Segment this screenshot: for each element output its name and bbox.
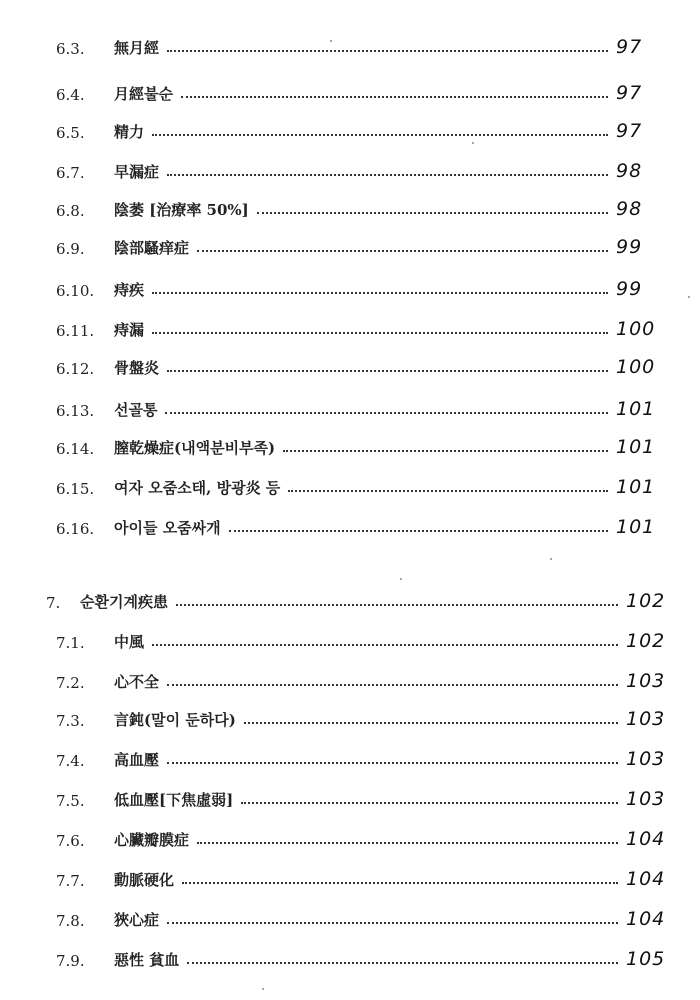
leader-dots (241, 802, 618, 804)
scan-speck (262, 988, 264, 990)
entry-number: 7.1. (56, 634, 85, 652)
entry-page: 101 (616, 436, 656, 458)
toc-entry (56, 114, 666, 142)
toc-entry (56, 664, 676, 692)
entry-page: 103 (626, 788, 666, 810)
entry-page: 102 (626, 630, 666, 652)
toc-entry (56, 510, 666, 538)
entry-title: 心臟瓣膜症 (114, 831, 190, 849)
entry-page: 98 (616, 198, 643, 220)
entry-number: 6.9. (56, 240, 85, 258)
leader-dots (165, 412, 608, 414)
entry-number: 7.4. (56, 752, 85, 770)
entry-page: 103 (626, 748, 666, 770)
leader-dots (152, 134, 608, 136)
entry-page: 99 (616, 278, 643, 300)
entry-title: 心不全 (114, 673, 160, 691)
entry-page: 101 (616, 476, 656, 498)
section-page: 102 (626, 590, 666, 612)
toc-entry (56, 312, 666, 340)
entry-title: 骨盤炎 (114, 359, 160, 377)
leader-dots (229, 530, 608, 532)
entry-page: 98 (616, 160, 643, 182)
entry-title: 早漏症 (114, 163, 160, 181)
toc-entry (56, 862, 676, 890)
entry-page: 100 (616, 356, 656, 378)
entry-page: 103 (626, 670, 666, 692)
entry-number: 6.7. (56, 164, 85, 182)
section-number: 7. (46, 594, 61, 612)
toc-section-heading (46, 584, 676, 612)
toc-entry (56, 902, 676, 930)
entry-title: 痔疾 (114, 281, 145, 299)
toc-entry (56, 624, 676, 652)
toc-entry (56, 942, 676, 970)
entry-page: 104 (626, 828, 666, 850)
entry-title: 言鈍(말이 둔하다) (114, 711, 236, 729)
entry-page: 100 (616, 318, 656, 340)
entry-title: 低血壓[下焦虛弱] (114, 791, 234, 809)
entry-page: 104 (626, 868, 666, 890)
leader-dots (167, 174, 608, 176)
entry-title: 여자 오줌소태, 방광炎 등 (114, 479, 281, 497)
leader-dots (152, 644, 618, 646)
toc-entry (56, 392, 666, 420)
scan-speck (688, 296, 690, 298)
scan-speck (400, 578, 402, 580)
leader-dots (244, 722, 618, 724)
entry-number: 6.10. (56, 282, 95, 300)
entry-number: 6.16. (56, 520, 95, 538)
entry-page: 97 (616, 120, 643, 142)
leader-dots (167, 50, 608, 52)
entry-title: 狹心症 (114, 911, 160, 929)
leader-dots (288, 490, 608, 492)
toc-entry (56, 76, 666, 104)
scan-speck (472, 142, 474, 144)
toc-entry (56, 782, 676, 810)
leader-dots (167, 684, 618, 686)
entry-number: 7.6. (56, 832, 85, 850)
leader-dots (167, 922, 618, 924)
entry-number: 6.11. (56, 322, 95, 340)
leader-dots (197, 842, 618, 844)
entry-page: 97 (616, 82, 643, 104)
leader-dots (176, 604, 618, 606)
entry-title: 精力 (114, 123, 145, 141)
entry-number: 7.7. (56, 872, 85, 890)
entry-title: 月經불순 (114, 85, 173, 103)
leader-dots (167, 762, 618, 764)
entry-title: 陰萎 [治療率 50%] (114, 201, 249, 219)
entry-page: 99 (616, 236, 643, 258)
toc-entry (56, 742, 676, 770)
entry-title: 無月經 (114, 39, 160, 57)
entry-page: 101 (616, 516, 656, 538)
scan-speck (550, 558, 552, 560)
entry-number: 7.5. (56, 792, 85, 810)
entry-page: 104 (626, 908, 666, 930)
leader-dots (257, 212, 608, 214)
entry-page: 101 (616, 398, 656, 420)
entry-page: 105 (626, 948, 666, 970)
leader-dots (187, 962, 618, 964)
entry-number: 6.15. (56, 480, 95, 498)
entry-number: 7.3. (56, 712, 85, 730)
entry-number: 7.9. (56, 952, 85, 970)
entry-title: 動脈硬化 (114, 871, 175, 889)
leader-dots (283, 450, 608, 452)
toc-entry (56, 230, 666, 258)
toc-entry (56, 822, 676, 850)
entry-number: 6.12. (56, 360, 95, 378)
toc-entry (56, 470, 666, 498)
toc-entry (56, 272, 666, 300)
toc-entry (56, 154, 666, 182)
leader-dots (167, 370, 608, 372)
entry-page: 103 (626, 708, 666, 730)
entry-title: 선골통 (114, 401, 158, 419)
toc-entry (56, 350, 666, 378)
entry-number: 6.13. (56, 402, 95, 420)
entry-number: 6.8. (56, 202, 85, 220)
entry-number: 7.8. (56, 912, 85, 930)
entry-title: 膣乾燥症(내액분비부족) (114, 439, 276, 457)
entry-title: 惡性 貧血 (114, 951, 180, 969)
toc-entry (56, 702, 676, 730)
entry-number: 7.2. (56, 674, 85, 692)
entry-number: 6.5. (56, 124, 85, 142)
entry-number: 6.4. (56, 86, 85, 104)
toc-entry (56, 430, 666, 458)
leader-dots (181, 96, 608, 98)
section-title: 순환기계疾患 (80, 593, 168, 611)
entry-title: 痔漏 (114, 321, 145, 339)
entry-title: 아이들 오줌싸개 (114, 519, 221, 537)
entry-title: 陰部騷痒症 (114, 239, 190, 257)
toc-entry (56, 30, 666, 58)
leader-dots (152, 332, 608, 334)
entry-title: 中風 (114, 633, 145, 651)
toc-entry (56, 192, 666, 220)
entry-title: 高血壓 (114, 751, 160, 769)
leader-dots (197, 250, 608, 252)
entry-number: 6.3. (56, 40, 85, 58)
entry-page: 97 (616, 36, 643, 58)
entry-number: 6.14. (56, 440, 95, 458)
leader-dots (182, 882, 618, 884)
scan-speck (330, 40, 332, 42)
leader-dots (152, 292, 608, 294)
